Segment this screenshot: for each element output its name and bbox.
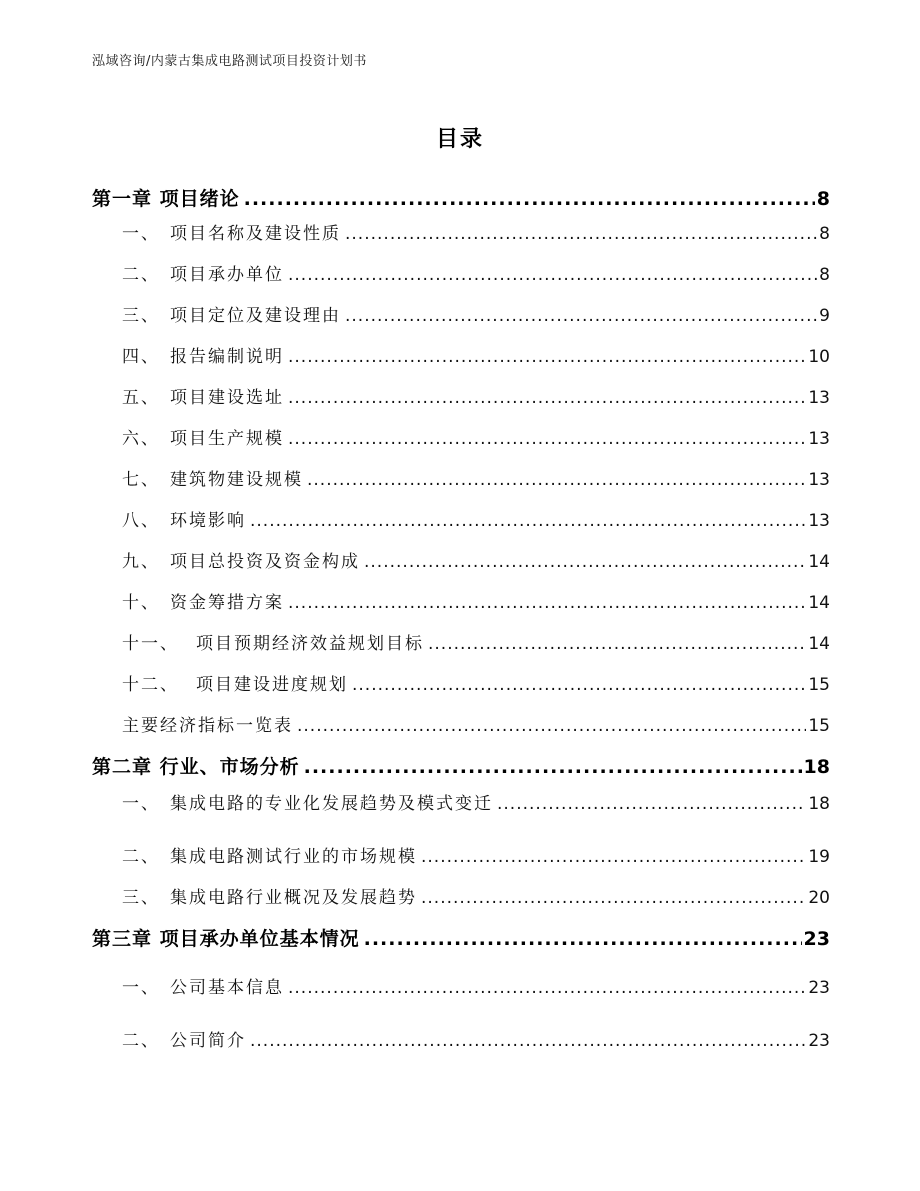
toc-entry-text: 项目名称及建设性质	[170, 224, 341, 244]
toc-page-number: 23	[808, 978, 830, 998]
toc-section-entry[interactable]	[122, 588, 830, 613]
toc-entry-number: 五、	[122, 388, 160, 408]
toc-page-number: 9	[819, 306, 830, 326]
toc-section-entry[interactable]	[122, 424, 830, 449]
toc-entry-title	[122, 342, 284, 367]
toc-entry-text: 报告编制说明	[170, 347, 284, 367]
toc-entry-text: 项目建设选址	[170, 388, 284, 408]
toc-entry-title	[122, 465, 303, 490]
toc-entry-title	[122, 383, 284, 408]
toc-entry-number: 一、	[122, 794, 160, 814]
toc-entry-text: 集成电路行业概况及发展趋势	[170, 888, 417, 908]
dot-leader	[297, 716, 806, 736]
toc-entry-text: 项目总投资及资金构成	[170, 552, 360, 572]
page-title: 目录	[435, 127, 484, 152]
toc-entry-number: 二、	[122, 265, 160, 285]
toc-page-number: 14	[808, 552, 830, 572]
toc-entry-title	[122, 588, 284, 613]
toc-section-entry[interactable]	[122, 465, 830, 490]
toc-entry-text: 建筑物建设规模	[170, 470, 303, 490]
toc-entry-title	[122, 711, 293, 736]
toc-section-entry[interactable]	[122, 789, 830, 814]
toc-section-entry[interactable]	[122, 711, 830, 736]
toc-entry-title	[122, 424, 284, 449]
toc-page-number: 13	[808, 511, 830, 531]
dot-leader	[364, 928, 802, 950]
dot-leader	[288, 347, 806, 367]
toc-page-number: 18	[803, 756, 830, 778]
toc-section-entry[interactable]	[122, 883, 830, 908]
toc-entry-number: 七、	[122, 470, 160, 490]
dot-leader	[421, 888, 806, 908]
toc-page-number: 18	[808, 794, 830, 814]
toc-entry-text: 公司简介	[170, 1031, 246, 1051]
toc-entry-text: 项目预期经济效益规划目标	[196, 634, 424, 654]
toc-page-number: 19	[808, 847, 830, 867]
toc-entry-text: 环境影响	[170, 511, 246, 531]
toc-entry-title	[122, 260, 284, 285]
toc-entry-text: 集成电路测试行业的市场规模	[170, 847, 417, 867]
toc-entry-number: 九、	[122, 552, 160, 572]
toc-page-number: 15	[808, 675, 830, 695]
toc-entry-number: 一、	[122, 978, 160, 998]
toc-entry-title	[92, 184, 240, 211]
toc-entry-title	[122, 973, 284, 998]
toc-entry-title	[122, 547, 360, 572]
toc-entry-number: 一、	[122, 224, 160, 244]
toc-entry-number: 二、	[122, 1031, 160, 1051]
toc-section-entry[interactable]	[122, 629, 830, 654]
toc-entry-title	[122, 301, 341, 326]
toc-page-number: 14	[808, 593, 830, 613]
toc-section-entry[interactable]	[122, 670, 830, 695]
toc-page-number: 13	[808, 470, 830, 490]
toc-page-number: 10	[808, 347, 830, 367]
toc-entry-number: 四、	[122, 347, 160, 367]
toc-entry-number: 二、	[122, 847, 160, 867]
toc-entry-text: 主要经济指标一览表	[122, 716, 293, 736]
toc-entry-text: 第二章 行业、市场分析	[92, 756, 300, 778]
toc-section-entry[interactable]	[122, 973, 830, 998]
dot-leader	[345, 306, 817, 326]
toc-section-entry[interactable]	[122, 342, 830, 367]
toc-section-entry[interactable]	[122, 506, 830, 531]
toc-entry-title	[122, 1026, 246, 1051]
toc-entry-title	[122, 789, 493, 814]
toc-page-number: 23	[803, 928, 830, 950]
running-header: 泓域咨询/内蒙古集成电路测试项目投资计划书	[92, 54, 367, 69]
toc-entry-title	[92, 752, 300, 779]
toc-section-entry[interactable]	[122, 547, 830, 572]
toc-chapter-entry[interactable]	[92, 184, 830, 211]
toc-section-entry[interactable]	[122, 301, 830, 326]
toc-entry-text: 项目定位及建设理由	[170, 306, 341, 326]
toc-entry-text: 项目建设进度规划	[196, 675, 348, 695]
toc-page-number: 8	[819, 224, 830, 244]
toc-entry-text: 项目生产规模	[170, 429, 284, 449]
dot-leader	[345, 224, 817, 244]
toc-entry-title	[122, 670, 348, 695]
toc-entry-number: 六、	[122, 429, 160, 449]
toc-section-entry[interactable]	[122, 219, 830, 244]
toc-entry-text: 项目承办单位	[170, 265, 284, 285]
toc-page-number: 8	[819, 265, 830, 285]
toc-page-number: 20	[808, 888, 830, 908]
toc-entry-number: 十、	[122, 593, 160, 613]
toc-entry-text: 第三章 项目承办单位基本情况	[92, 928, 360, 950]
dot-leader	[288, 593, 806, 613]
dot-leader	[288, 388, 806, 408]
dot-leader	[497, 794, 806, 814]
toc-entry-number: 十一、	[122, 634, 179, 654]
dot-leader	[250, 1031, 806, 1051]
toc-section-entry[interactable]	[122, 842, 830, 867]
toc-entry-title	[92, 924, 360, 951]
dot-leader	[304, 756, 802, 778]
toc-entry-text: 第一章 项目绪论	[92, 188, 240, 210]
toc-entry-number: 三、	[122, 888, 160, 908]
dot-leader	[421, 847, 806, 867]
dot-leader	[288, 265, 817, 285]
toc-section-entry[interactable]	[122, 1026, 830, 1051]
toc-entry-number: 八、	[122, 511, 160, 531]
toc-page-number: 14	[808, 634, 830, 654]
dot-leader	[244, 188, 815, 210]
dot-leader	[364, 552, 806, 572]
toc-entry-title	[122, 219, 341, 244]
toc-entry-title	[122, 842, 417, 867]
toc-entry-text: 集成电路的专业化发展趋势及模式变迁	[170, 794, 493, 814]
toc-page-number: 15	[808, 716, 830, 736]
toc-entry-number: 三、	[122, 306, 160, 326]
toc-chapter-entry[interactable]	[92, 752, 830, 779]
toc-entry-number: 十二、	[122, 675, 179, 695]
toc-page-number: 13	[808, 388, 830, 408]
dot-leader	[250, 511, 806, 531]
toc-entry-text: 资金筹措方案	[170, 593, 284, 613]
toc-section-entry[interactable]	[122, 383, 830, 408]
dot-leader	[352, 675, 806, 695]
dot-leader	[288, 429, 806, 449]
toc-chapter-entry[interactable]	[92, 924, 830, 951]
dot-leader	[288, 978, 806, 998]
toc-page-number: 8	[816, 188, 830, 210]
toc-entry-text: 公司基本信息	[170, 978, 284, 998]
toc-section-entry[interactable]	[122, 260, 830, 285]
toc-entry-title	[122, 629, 424, 654]
dot-leader	[307, 470, 806, 490]
toc-entry-title	[122, 506, 246, 531]
toc-page-number: 23	[808, 1031, 830, 1051]
toc-page-number: 13	[808, 429, 830, 449]
toc-entry-title	[122, 883, 417, 908]
dot-leader	[428, 634, 806, 654]
